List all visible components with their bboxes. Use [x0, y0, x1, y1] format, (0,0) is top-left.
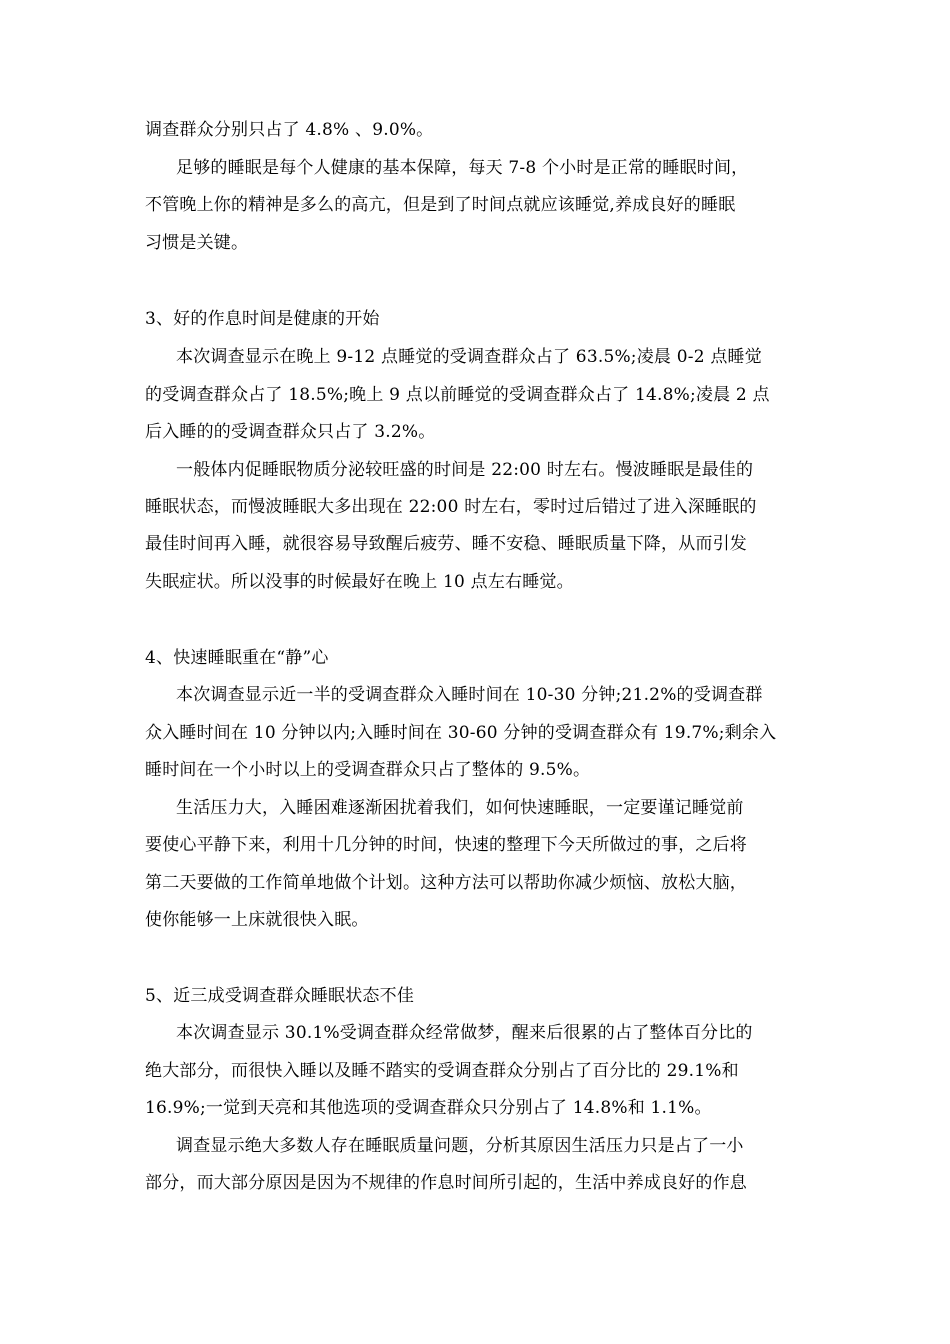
text-line: 使你能够一上床就很快入眠。	[145, 910, 369, 930]
text-line: 生活压力大，入睡困难逐渐困扰着我们，如何快速睡眠，一定要谨记睡觉前	[176, 798, 744, 818]
text-line: 睡时间在一个小时以上的受调查群众只占了整体的 9.5%。	[145, 760, 591, 780]
text-line: 足够的睡眠是每个人健康的基本保障，每天 7-8 个小时是正常的睡眠时间，	[176, 158, 749, 178]
text-line: 的受调查群众占了 18.5%;晚上 9 点以前睡觉的受调查群众占了 14.8%;凌晨 2 点	[145, 385, 770, 405]
text-line: 第二天要做的工作简单地做个计划。这种方法可以帮助你减少烦恼、放松大脑，	[145, 873, 747, 893]
section-heading: 5、近三成受调查群众睡眠状态不佳	[145, 986, 415, 1006]
text-line: 一般体内促睡眠物质分泌较旺盛的时间是 22:00 时左右。慢波睡眠是最佳的	[176, 460, 754, 480]
text-line: 后入睡的的受调查群众只占了 3.2%。	[145, 422, 436, 442]
text-line: 要使心平静下来，利用十几分钟的时间，快速的整理下今天所做过的事，之后将	[145, 835, 747, 855]
text-line: 部分，而大部分原因是因为不规律的作息时间所引起的，生活中养成良好的作息	[145, 1173, 747, 1193]
text-line: 绝大部分，而很快入睡以及睡不踏实的受调查群众分别占了百分比的 29.1%和	[145, 1061, 739, 1081]
text-line: 调查群众分别只占了 4.8% 、9.0%。	[145, 120, 434, 140]
text-line: 16.9%;一觉到天亮和其他选项的受调查群众只分别占了 14.8%和 1.1%。	[145, 1098, 712, 1118]
text-line: 本次调查显示 30.1%受调查群众经常做梦，醒来后很累的占了整体百分比的	[176, 1023, 753, 1043]
text-line: 不管晚上你的精神是多么的高亢，但是到了时间点就应该睡觉,养成良好的睡眠	[145, 195, 736, 215]
text-line: 本次调查显示在晚上 9-12 点睡觉的受调查群众占了 63.5%;凌晨 0-2 点睡觉	[176, 347, 762, 367]
text-line: 本次调查显示近一半的受调查群众入睡时间在 10-30 分钟;21.2%的受调查群	[176, 685, 763, 705]
section-heading: 3、好的作息时间是健康的开始	[145, 309, 380, 329]
text-line: 众入睡时间在 10 分钟以内;入睡时间在 30-60 分钟的受调查群众有 19.7%;剩余入	[145, 723, 777, 743]
text-line: 最佳时间再入睡，就很容易导致醒后疲劳、睡不安稳、睡眠质量下降，从而引发	[145, 534, 747, 554]
text-line: 睡眠状态，而慢波睡眠大多出现在 22:00 时左右，零时过后错过了进入深睡眠的	[145, 497, 757, 517]
text-line: 失眠症状。所以没事的时候最好在晚上 10 点左右睡觉。	[145, 572, 574, 592]
section-heading: 4、快速睡眠重在“静”心	[145, 648, 329, 668]
text-line: 调查显示绝大多数人存在睡眠质量问题，分析其原因生活压力只是占了一小	[176, 1136, 744, 1156]
text-line: 习惯是关键。	[145, 233, 249, 253]
